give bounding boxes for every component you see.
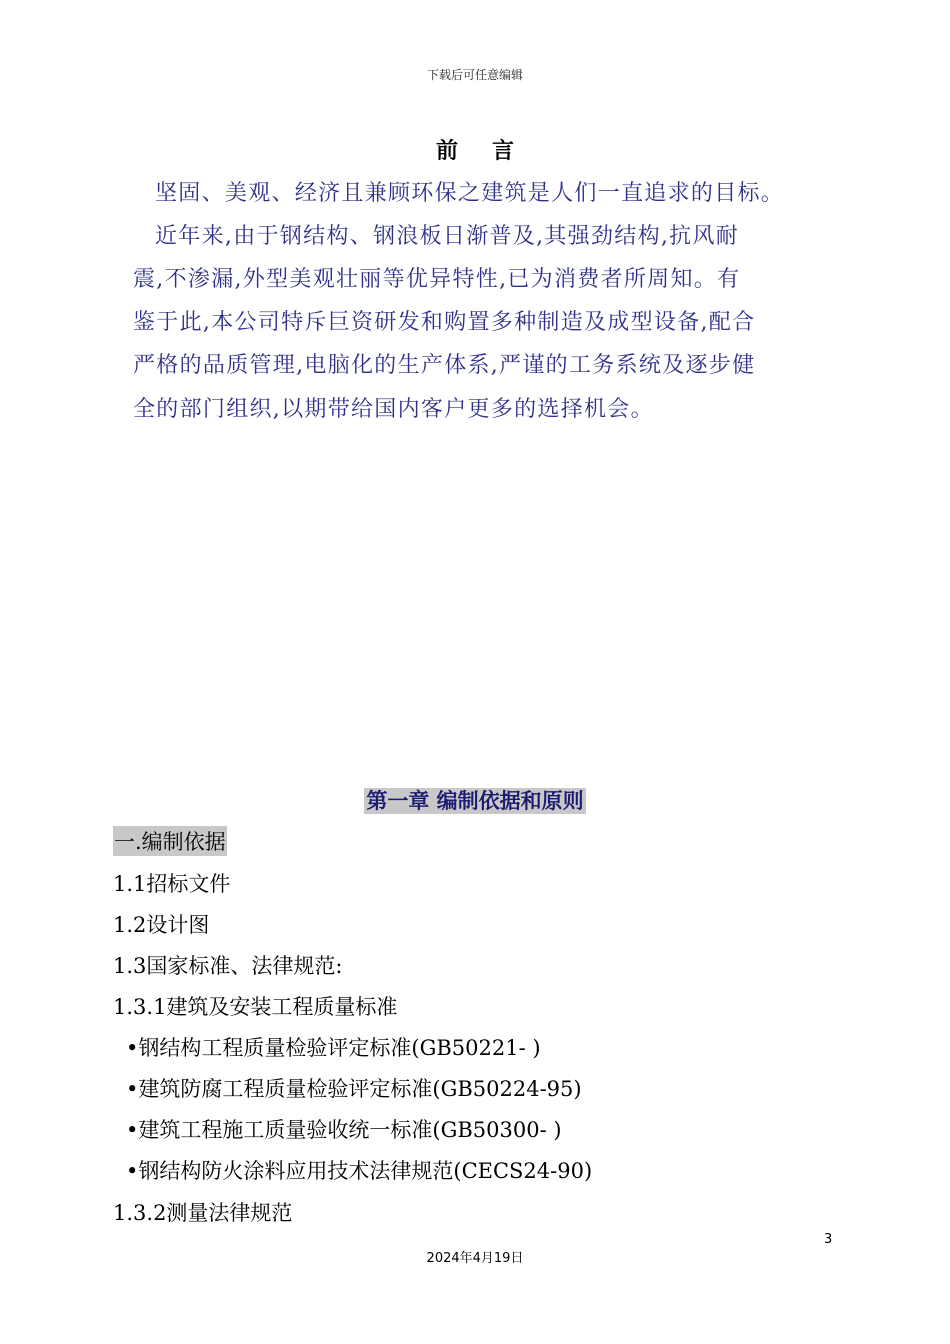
list-item: •钢结构防火涂料应用技术法律规范(CECS24-90) [126,1159,593,1183]
list-item: •建筑防腐工程质量检验评定标准(GB50224-95) [126,1077,582,1101]
page-number: 3 [824,1232,833,1247]
list-item: 1.2设计图 [113,913,210,937]
preface-line-6: 全的部门组织,以期带给国内客户更多的选择机会。 [133,397,654,422]
preface-line-3: 震,不渗漏,外型美观壮丽等优异特性,已为消费者所周知。有 [133,267,741,292]
chapter-title: 第一章 编制依据和原则 [366,789,584,813]
preface-line-5: 严格的品质管理,电脑化的生产体系,严谨的工务系统及逐步健 [133,353,756,378]
preface-title: 前言 [435,139,548,164]
section-title: 一.编制依据 [113,826,227,856]
page-header: 下载后可任意编辑 [426,68,523,82]
chapter-title-wrap [0,785,950,815]
list-item: 1.3国家标准、法律规范: [113,954,343,978]
list-item: •建筑工程施工质量验收统一标准(GB50300- ) [126,1118,562,1142]
list-item: 1.3.2测量法律规范 [113,1201,293,1225]
list-item: •钢结构工程质量检验评定标准(GB50221- ) [126,1036,541,1060]
footer-date: 2024年4月19日 [426,1251,524,1266]
preface-line-4: 鉴于此,本公司特斥巨资研发和购置多种制造及成型设备,配合 [133,310,756,335]
preface-line-2: 近年来,由于钢结构、钢浪板日渐普及,其强劲结构,抗风耐 [155,224,740,249]
preface-line-1: 坚固、美观、经济且兼顾环保之建筑是人们一直追求的目标。 [155,181,785,206]
list-item: 1.3.1建筑及安装工程质量标准 [113,995,398,1019]
list-item: 1.1招标文件 [113,872,231,896]
